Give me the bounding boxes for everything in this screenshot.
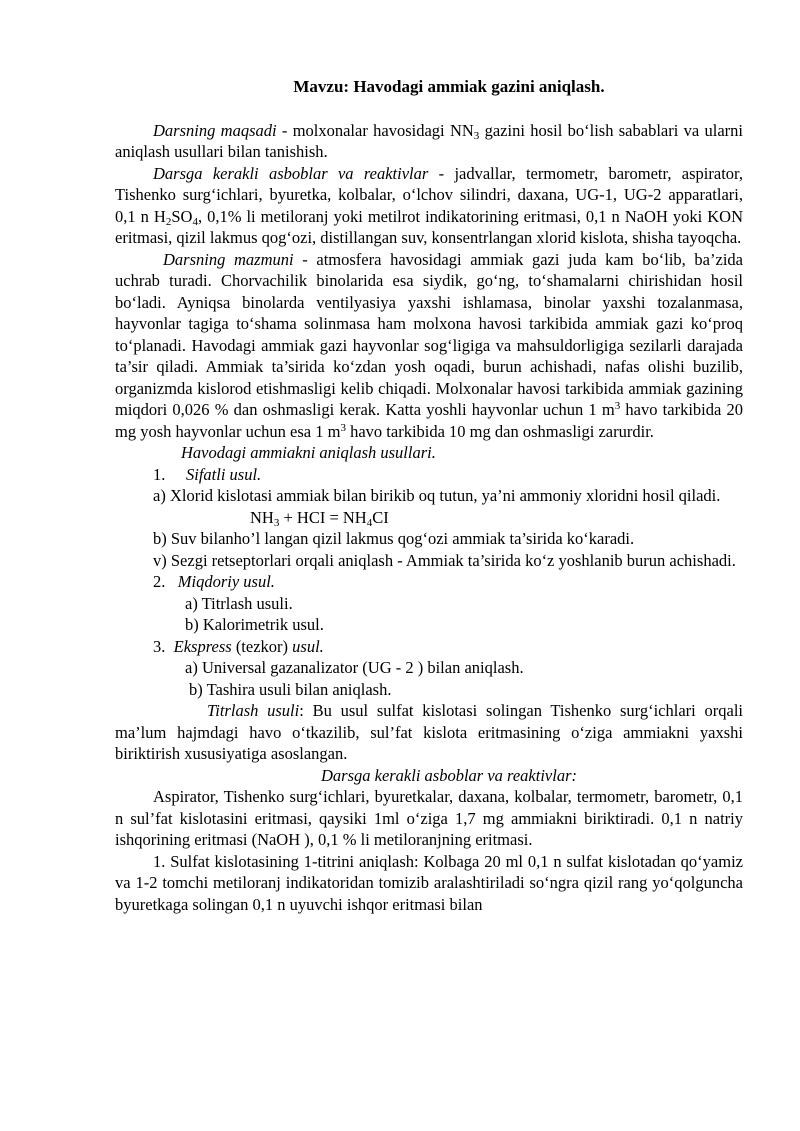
purpose-label: Darsning maqsadi	[153, 120, 277, 140]
eq-sub-1: 3	[273, 516, 280, 529]
purpose-subscript: 3	[473, 129, 480, 142]
qualitative-method-heading	[115, 464, 743, 486]
lesson-content-paragraph	[115, 249, 743, 443]
quantitative-item-b: b) Kalorimetrik usul.	[185, 615, 324, 634]
quantitative-method-heading	[115, 571, 743, 593]
page-title: Mavzu: Havodagi ammiak gazini aniqlash.	[293, 77, 605, 96]
materials-subscript-2: 4	[192, 215, 198, 228]
qualitative-number: 1.	[153, 464, 166, 484]
content-superscript-1: 3	[614, 400, 621, 412]
titration-paragraph	[115, 700, 743, 765]
content-label: Darsning mazmuni	[163, 249, 294, 269]
content-text-1: - atmosfera havosidagi ammiak gazi juda kam bo‘lib, ba’zida uchrab turadi. Chorvachilik binolarida esa siydik, go‘ng, to‘shamalarni chirishidan hosil bo‘ladi. Ayniqsa binolarda ventilyasiya yaxshi ishlamasa, binolar yaxshi tozalanmasa, hayvonlar tagiga to‘shama solinmasa ham molxona havosi tarkibida ammiak gazi ko‘proq to‘planadi. Havodagi ammiak gazi hayvonlar sog‘ligiga va mahsuldorligiga sezilarli darajada ta’sir qiladi. Ammiak ta’sirida ko‘zdan yosh oqadi, burun achishadi, nafas olishi buzilib, organizmda kislorod etishmasligi kelib chiqadi. Molxonalar havosi tarkibida ammiak gazining miqdori 0,026 % dan oshmasligi kerak. Katta yoshli hayvonlar uchun 1 m	[115, 249, 743, 419]
quantitative-number: 2.	[153, 572, 166, 591]
quantitative-label: Miqdoriy usul.	[177, 572, 275, 591]
step-1-paragraph: 1. Sulfat kislotasining 1-titrini aniqlash: Kolbaga 20 ml 0,1 n sulfat kislotadan qo‘yamiz va 1-2 tomchi metiloranj indikatoridan tomizib aralashtiriladi so‘ngra qizil rang yo‘qolguncha byuretkaga solingan 0,1 n uyuvchi ishqor eritmasi bilan	[115, 851, 743, 914]
eq-part-3: CI	[372, 507, 389, 527]
materials-text-3: , 0,1% li metiloranj yoki metilrot indikatorining eritmasi, 0,1 n NaOH yoki KON eritmasi, qizil lakmus qog‘ozi, distillangan suv, konsentrlangan xlorid kislota, shisha tayoqcha.	[115, 206, 744, 247]
reaction-equation	[115, 507, 743, 529]
materials-heading: Darsga kerakli asboblar va reaktivlar:	[320, 765, 578, 785]
express-item-a: a) Universal gazanalizator (UG - 2 ) bilan aniqlash.	[185, 658, 524, 677]
lesson-materials-paragraph	[115, 163, 743, 249]
express-number: 3.	[153, 636, 166, 656]
eq-part-1: NH	[250, 507, 274, 527]
express-plain: (tezkor)	[231, 636, 293, 656]
express-label-2: usul.	[292, 636, 324, 656]
express-label: Ekspress	[173, 636, 232, 656]
lesson-purpose-paragraph	[115, 120, 743, 163]
document-page	[115, 76, 743, 915]
purpose-text-1: - molxonalar havosidagi NN	[276, 120, 474, 140]
titration-text: : Bu usul sulfat kislotasi solingan Tishenko surg‘ichlari orqali ma’lum hajmdagi havo o‘tkazilib, sul’fat kislota eritmasining o‘ziga ammiakni yaxshi biriktirish xususiyatiga asoslangan.	[115, 701, 743, 763]
materials-subscript-1: 2	[165, 215, 172, 228]
eq-sub-2: 4	[366, 516, 373, 529]
eq-part-2: + HCI = NH	[279, 507, 367, 527]
materials-list-paragraph: Aspirator, Tishenko surg‘ichlari, byuretkalar, daxana, kolbalar, termometr, barometr, 0,1 n sul’fat kislotasini eritmasi, qaysiki 1ml o‘ziga 1,7 mg ammiakni biriktiradi. 0,1 n natriy ishqorining eritmasi (NaOH ), 0,1 % li metiloranjning eritmasi.	[115, 787, 743, 849]
purpose-text-2: gazini hosil bo‘lish sabablari va ularni aniqlash usullari bilan tanishish.	[115, 120, 743, 161]
materials-label: Darsga kerakli asboblar va reaktivlar	[153, 163, 429, 183]
quantitative-item-a: a) Titrlash usuli.	[185, 593, 293, 613]
content-text-2: havo tarkibida 20 mg yosh hayvonlar uchun esa 1 m	[115, 400, 743, 441]
titration-label: Titrlash usuli	[207, 701, 300, 720]
qualitative-label: Sifatli usul.	[186, 464, 262, 484]
materials-text-1: - jadvallar, termometr, barometr, aspirator, Tishenko surg‘ichlari, byuretka, kolbalar, o‘lchov silindri, daxana, UG-1, UG-2 apparatlari, 0,1 n H	[115, 163, 743, 226]
express-method-heading	[115, 636, 743, 658]
content-superscript-2: 3	[340, 421, 346, 434]
qualitative-item-v: v) Sezgi retseptorlari orqali aniqlash - Ammiak ta’sirida ko‘z yoshlanib burun achishadi.	[153, 550, 736, 570]
qualitative-item-a: a) Xlorid kislotasi ammiak bilan birikib oq tutun, ya’ni ammoniy xloridni hosil qiladi.	[153, 486, 721, 505]
methods-heading: Havodagi ammiakni aniqlash usullari.	[181, 443, 436, 462]
qualitative-item-b: b) Suv bilanho’l langan qizil lakmus qog‘ozi ammiak ta’sirida ko‘karadi.	[153, 529, 635, 548]
content-text-3: havo tarkibida 10 mg dan oshmasligi zarurdir.	[345, 421, 654, 441]
materials-text-2: SO	[171, 206, 193, 226]
express-item-b: b) Tashira usuli bilan aniqlash.	[189, 679, 392, 699]
